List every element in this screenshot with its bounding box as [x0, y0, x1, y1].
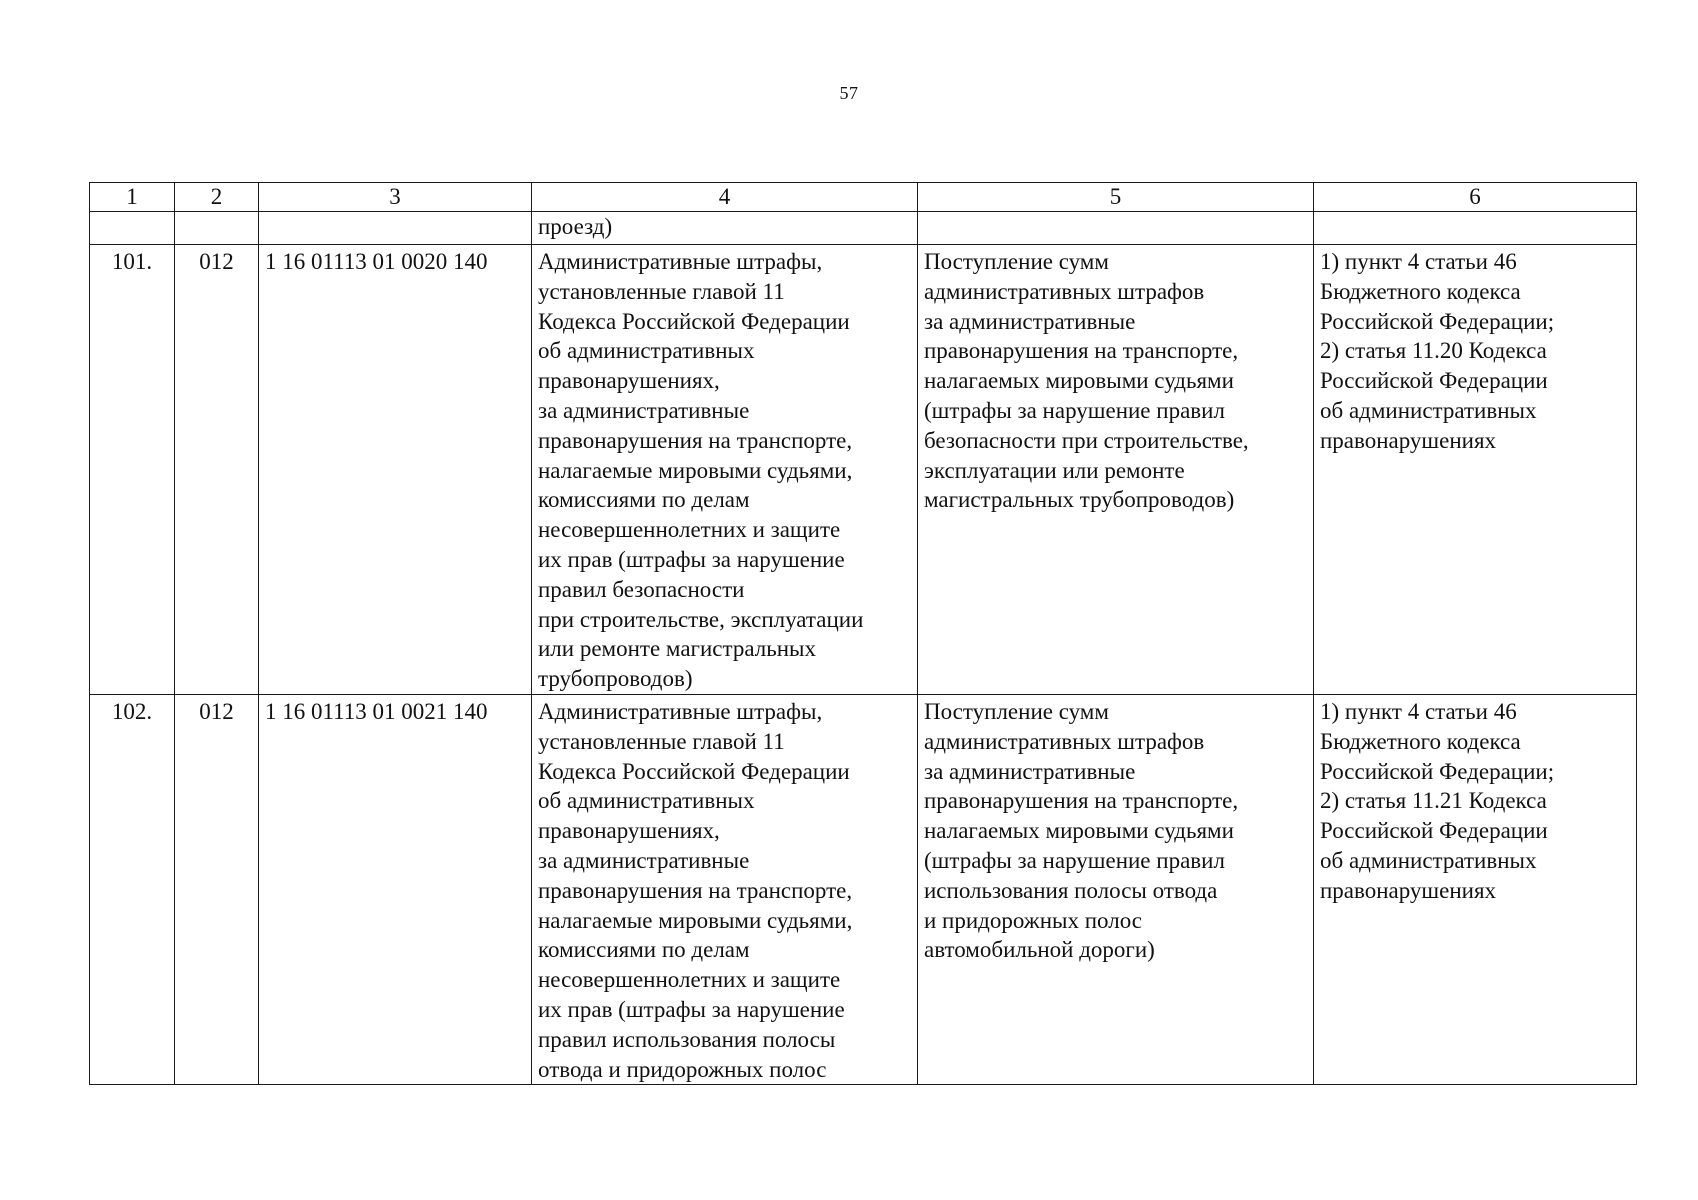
revenue-name-cell: Административные штрафы, установленные главой 11 Кодекса Российской Федерации об административных правонарушениях, за административные правонарушения на транспорте, налагаемые мировыми судьями, комиссиями по делам несовершеннолетних и защите их прав (штрафы за нарушение правил безопасности при строительстве, эксплуатации или ремонте магистральных трубопроводов) — [532, 245, 918, 695]
budget-code-cell: 1 16 01113 01 0020 140 — [259, 245, 532, 695]
continuation-code-cell — [259, 212, 532, 245]
continuation-org-cell — [175, 212, 259, 245]
continuation-basis-cell — [1314, 212, 1637, 245]
continuation-name-cell: проезд) — [532, 212, 918, 245]
admin-code-cell: 012 — [175, 695, 259, 1085]
column-number-3: 3 — [259, 183, 532, 212]
revenue-description-cell: Поступление сумм административных штрафов за административные правонарушения на транспорте, налагаемых мировыми судьями (штрафы за нарушение правил использования полосы отвода и придорожных полос автомобильной дороги) — [918, 695, 1314, 1085]
continuation-row — [90, 212, 1637, 245]
continuation-description-cell — [918, 212, 1314, 245]
admin-code-cell: 012 — [175, 245, 259, 695]
budget-code-cell: 1 16 01113 01 0021 140 — [259, 695, 532, 1085]
table-row — [90, 245, 1637, 695]
row-number-cell: 101. — [90, 245, 175, 695]
column-number-4: 4 — [532, 183, 918, 212]
row-number-cell: 102. — [90, 695, 175, 1085]
revenue-description-cell: Поступление сумм административных штрафов за административные правонарушения на транспорте, налагаемых мировыми судьями (штрафы за нарушение правил безопасности при строительстве, эксплуатации или ремонте магистральных трубопроводов) — [918, 245, 1314, 695]
revenue-name-cell: Административные штрафы, установленные главой 11 Кодекса Российской Федерации об административных правонарушениях, за административные правонарушения на транспорте, налагаемые мировыми судьями, комиссиями по делам несовершеннолетних и защите их прав (штрафы за нарушение правил использования полосы отвода и придорожных полос — [532, 695, 918, 1085]
column-number-1: 1 — [90, 183, 175, 212]
legal-basis-cell: 1) пункт 4 статьи 46 Бюджетного кодекса Российской Федерации; 2) статья 11.20 Кодекса Российской Федерации об административных правонарушениях — [1314, 245, 1637, 695]
column-number-2: 2 — [175, 183, 259, 212]
column-number-5: 5 — [918, 183, 1314, 212]
column-number-row — [90, 183, 1637, 212]
page-number: 57 — [839, 83, 859, 103]
continuation-num-cell — [90, 212, 175, 245]
table-row — [90, 695, 1637, 1085]
legal-basis-cell: 1) пункт 4 статьи 46 Бюджетного кодекса Российской Федерации; 2) статья 11.21 Кодекса Российской Федерации об административных правонарушениях — [1314, 695, 1637, 1085]
revenue-table — [89, 182, 1637, 1085]
column-number-6: 6 — [1314, 183, 1637, 212]
